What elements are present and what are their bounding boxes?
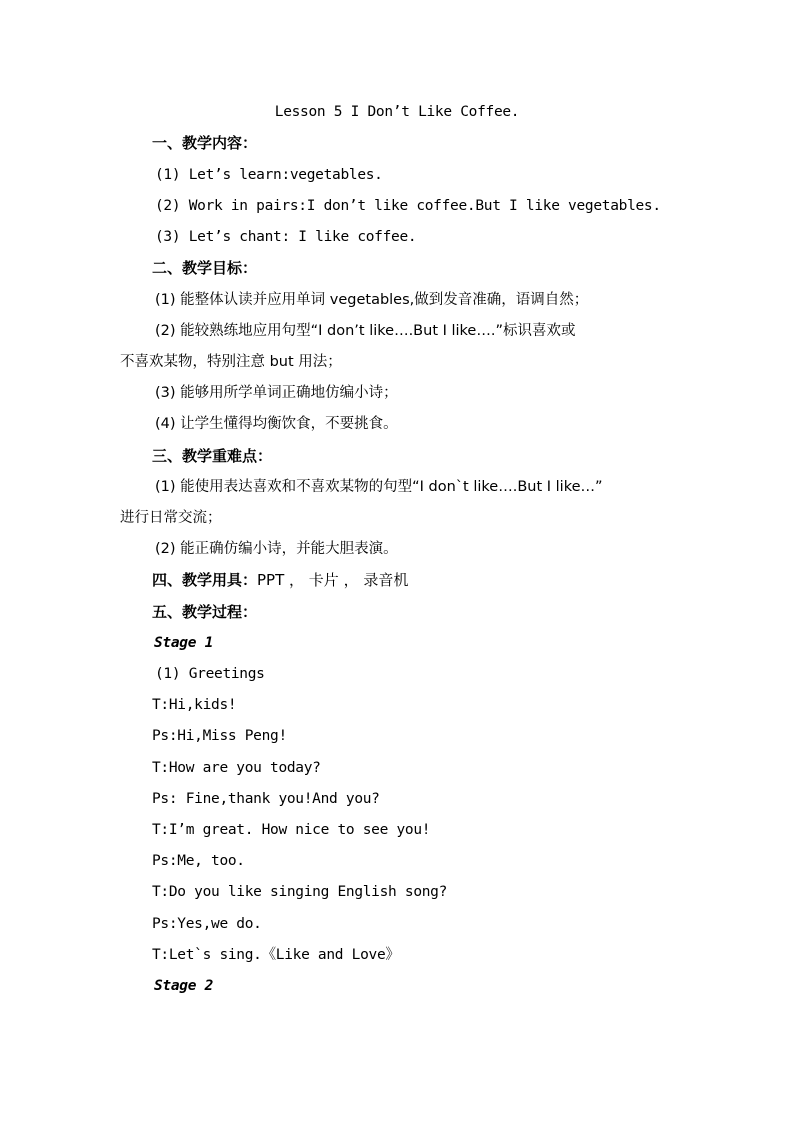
process-line: T:I’m great. How nice to see you!	[152, 822, 431, 838]
key-point-item: (2) 能正确仿编小诗，并能大胆表演。	[155, 541, 398, 557]
content-item: (2) Work in pairs:I don’t like coffee.But I like vegetables.	[155, 198, 661, 214]
lesson-title: Lesson 5 I Don’t Like Coffee.	[274, 104, 520, 120]
process-line: (1) Greetings	[155, 666, 265, 682]
section-heading-tools: 四、教学用具：	[152, 571, 258, 589]
goal-item: (3) 能够用所学单词正确地仿编小诗；	[155, 385, 398, 401]
stage-label: Stage 2	[154, 978, 214, 994]
stage-label: Stage 1	[154, 635, 214, 651]
tools-value: PPT ， 卡片 ， 录音机	[257, 571, 409, 589]
process-line: T:How are you today?	[152, 760, 321, 776]
content-item: (1) Let’s learn:vegetables.	[155, 167, 383, 183]
section-heading-goals: 二、教学目标：	[152, 259, 258, 277]
process-line: T:Let`s sing.《Like and Love》	[152, 947, 400, 963]
process-line: Ps:Me, too.	[152, 853, 245, 869]
key-point-item-continued: 进行日常交流；	[120, 510, 222, 526]
goal-item: (4) 让学生懂得均衡饮食，不要挑食。	[155, 416, 398, 432]
goal-item: (1) 能整体认读并应用单词 vegetables,做到发音准确，语调自然；	[155, 292, 589, 308]
process-line: T:Hi,kids!	[152, 697, 237, 713]
process-line: Ps:Hi,Miss Peng!	[152, 728, 287, 744]
goal-item-continued: 不喜欢某物，特别注意 but 用法；	[120, 354, 342, 370]
section-tools	[152, 570, 408, 590]
section-heading-content: 一、教学内容：	[152, 134, 258, 152]
process-line: Ps:Yes,we do.	[152, 916, 262, 932]
section-heading-key-points: 三、教学重难点：	[152, 447, 273, 465]
key-point-item: (1) 能使用表达喜欢和不喜欢某物的句型“I don`t like….But I like…”	[155, 479, 603, 495]
process-line: T:Do you like singing English song?	[152, 884, 448, 900]
section-heading-process: 五、教学过程：	[152, 603, 258, 621]
goal-item: (2) 能较熟练地应用句型“I don’t like….But I like….”标识喜欢或	[155, 323, 576, 339]
process-line: Ps: Fine,thank you!And you?	[152, 791, 380, 807]
content-item: (3) Let’s chant: I like coffee.	[155, 229, 417, 245]
